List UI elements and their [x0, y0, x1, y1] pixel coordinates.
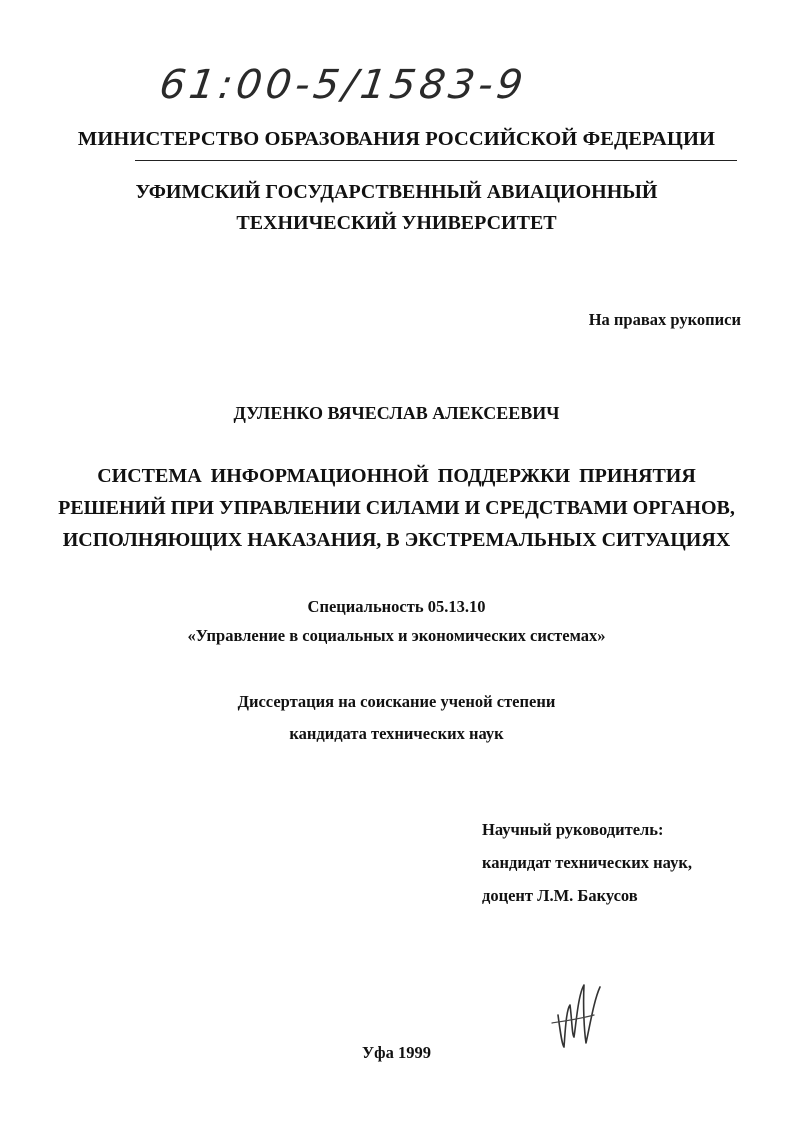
advisor-degree: кандидат технических наук,: [482, 853, 692, 872]
handwritten-archive-number: 61:00-5/1583-9: [156, 62, 530, 108]
degree-statement-line-1: Диссертация на соискание ученой степени: [237, 692, 556, 711]
author-name: ДУЛЕНКО ВЯЧЕСЛАВ АЛЕКСЕЕВИЧ: [233, 403, 560, 423]
university-name-line-2: ТЕХНИЧЕСКИЙ УНИВЕРСИТЕТ: [236, 212, 557, 234]
advisor-name: доцент Л.М. Бакусов: [482, 886, 638, 905]
ministry-heading: МИНИСТЕРСТВО ОБРАЗОВАНИЯ РОССИЙСКОЙ ФЕДЕРАЦИИ: [77, 128, 716, 150]
specialty-code: Специальность 05.13.10: [307, 597, 486, 616]
advisor-label: Научный руководитель:: [482, 820, 664, 839]
city-and-year: Уфа 1999: [362, 1043, 431, 1062]
header-divider: [135, 160, 737, 161]
manuscript-rights-note: На правах рукописи: [588, 310, 741, 329]
dissertation-title-line-2: РЕШЕНИЙ ПРИ УПРАВЛЕНИИ СИЛАМИ И СРЕДСТВАМИ ОРГАНОВ,: [58, 497, 735, 519]
dissertation-title-line-3: ИСПОЛНЯЮЩИХ НАКАЗАНИЯ, В ЭКСТРЕМАЛЬНЫХ СИТУАЦИЯХ: [62, 529, 731, 551]
dissertation-title-line-1: СИСТЕМА ИНФОРМАЦИОННОЙ ПОДДЕРЖКИ ПРИНЯТИЯ: [97, 465, 696, 487]
specialty-name: «Управление в социальных и экономических системах»: [187, 626, 606, 645]
university-name-line-1: УФИМСКИЙ ГОСУДАРСТВЕННЫЙ АВИАЦИОННЫЙ: [135, 181, 658, 203]
degree-statement-line-2: кандидата технических наук: [289, 724, 504, 743]
